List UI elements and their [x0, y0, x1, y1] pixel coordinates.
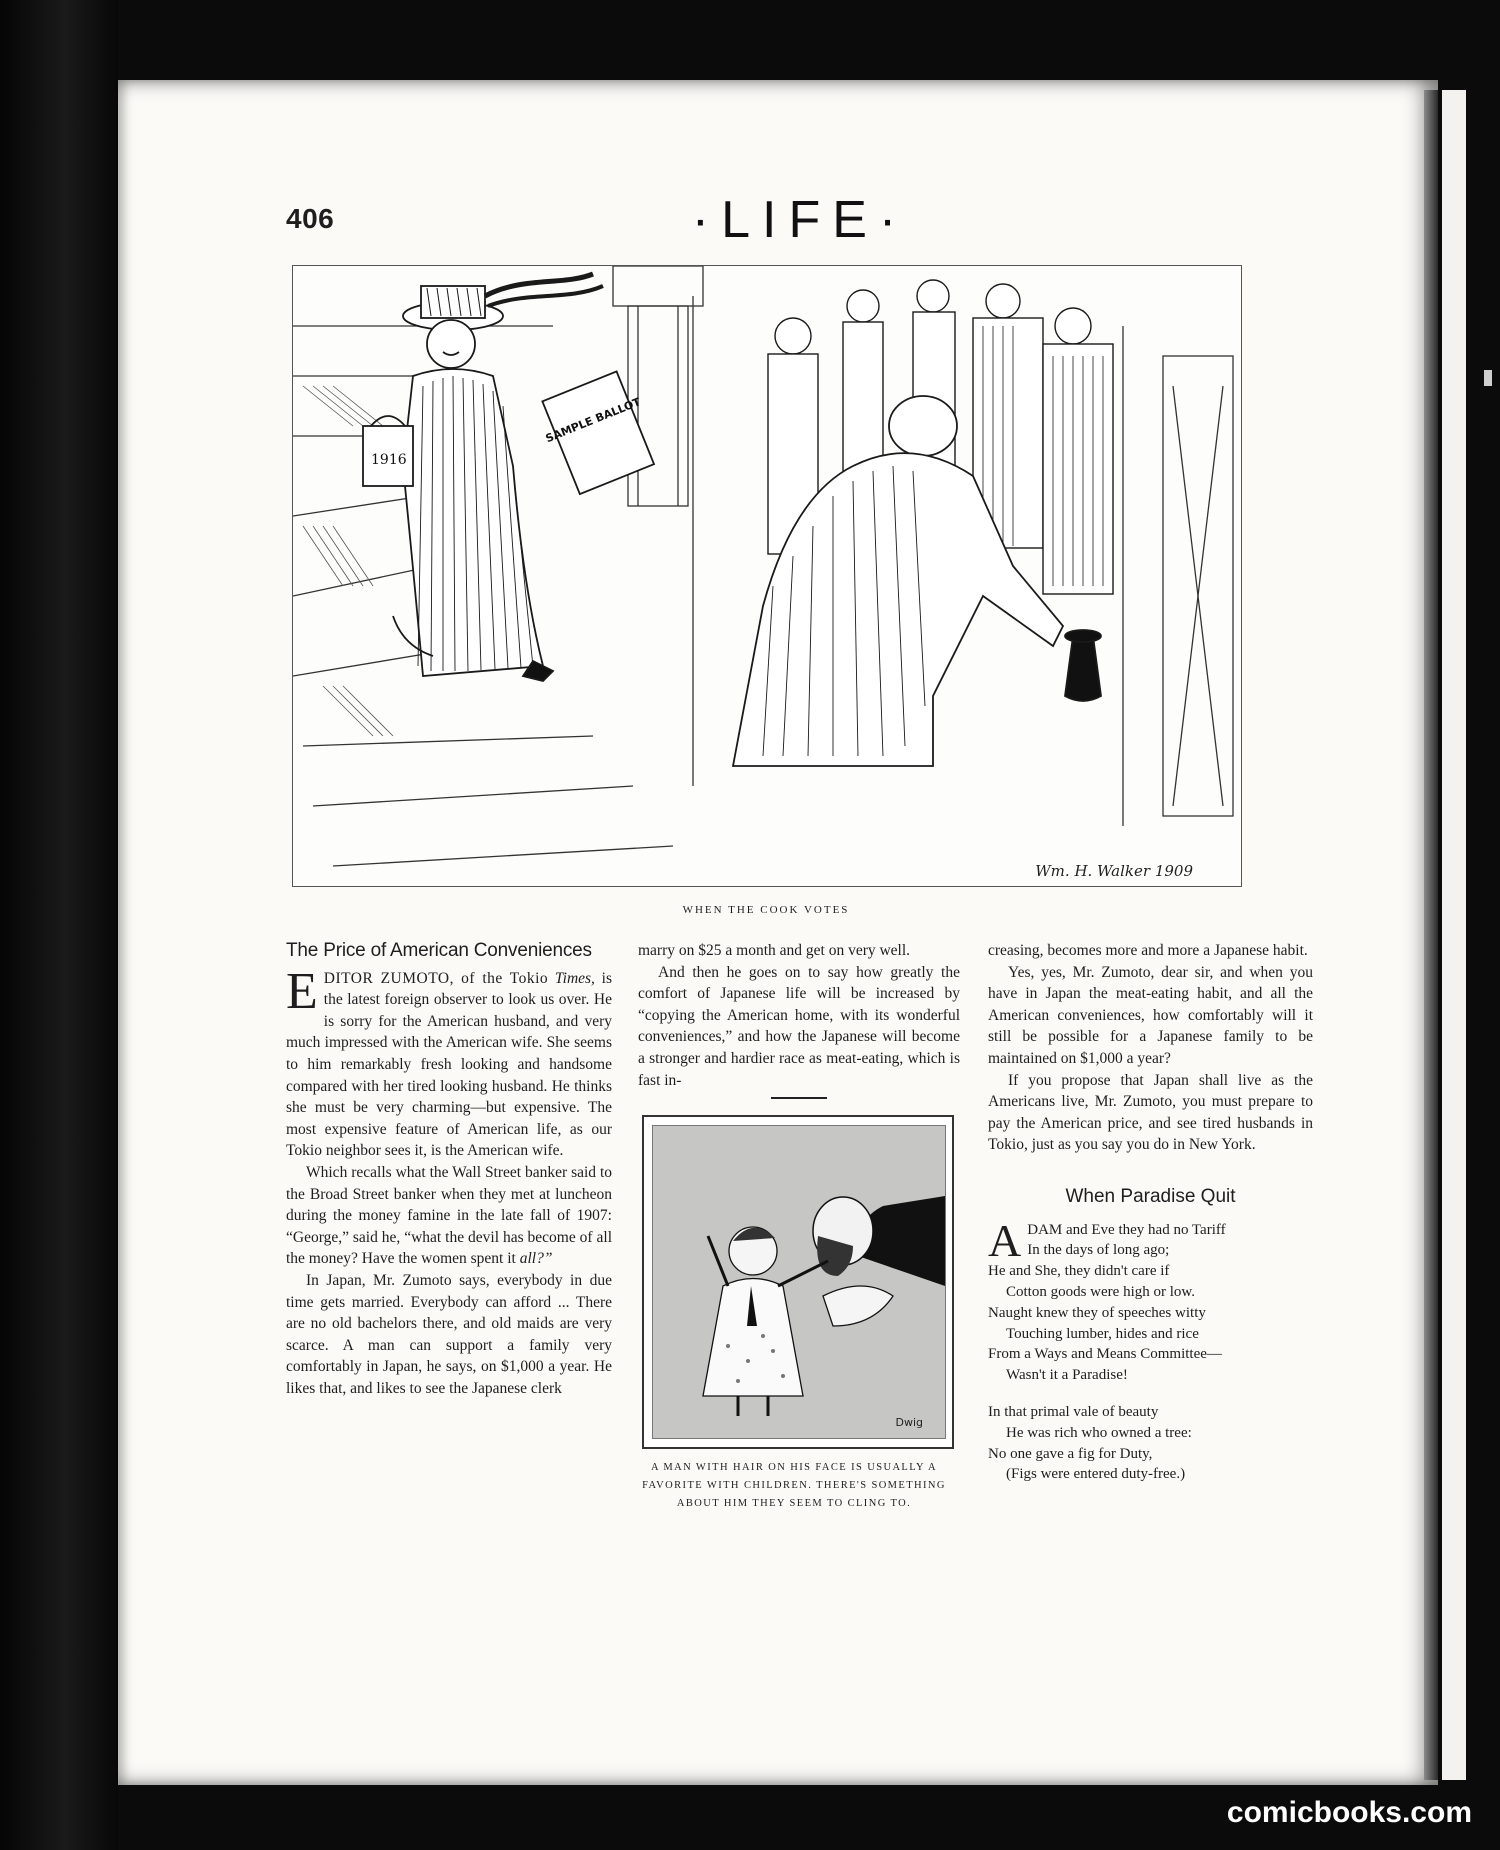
inset-cartoon: [642, 1115, 954, 1449]
article-paragraph-1: EDITOR ZUMOTO, of the Tokio Times, is the latest foreign observer to look us over. He is sorry for the American husband, and very much impressed with the American wife. She seems to him remarkably fresh looking and handsome compared with her tired looking husband. He thinks she must be very charming—but expensive. The most expensive feature of American life, as our Tokio neighbor sees it, is the American wife.: [286, 962, 613, 1160]
page-gutter: [1424, 90, 1438, 1780]
article-paragraph-8: If you propose that Japan shall live as the Americans live, Mr. Zumoto, you must prepare to pay the American price, and see tired husbands in Tokio, just as you say you do in New York.: [988, 1071, 1313, 1154]
section-divider: [771, 1097, 827, 1099]
poem-stanza-1: [988, 1214, 1313, 1386]
cartoon-illustration: [292, 265, 1242, 887]
poem-line: In that primal vale of beauty: [988, 1403, 1159, 1420]
poem-line: From a Ways and Means Committee—: [988, 1346, 1222, 1363]
poem-line: Touching lumber, hides and rice: [1006, 1325, 1199, 1342]
cartoon-caption: WHEN THE COOK VOTES: [682, 904, 850, 916]
scan-border-left: [0, 0, 118, 1850]
cartoon-signature: Wm. H. Walker 1909: [1035, 862, 1193, 880]
poem-dropcap: A: [988, 1214, 1022, 1266]
article-paragraph-5: And then he goes on to say how greatly the comfort of Japanese life will be increased by “copying the American home, with its wonderful conveniences,” and how the Japanese will become a stronger and hardier race as meat-eating, which is fast in-: [638, 963, 960, 1089]
poem-line: (Figs were entered duty-free.): [1006, 1466, 1186, 1483]
handbag-text: 1916: [371, 452, 407, 468]
article-paragraph-4: marry on $25 a month and get on very well.: [638, 942, 911, 959]
inset-cartoon-art: [652, 1125, 946, 1439]
ballot-text: SAMPLE BALLOT: [543, 395, 643, 446]
inset-caption: A MAN WITH HAIR ON HIS FACE IS USUALLY A FAVORITE WITH CHILDREN. THERE'S SOMETHING ABOUT HIM THEY SEEM TO CLING TO.: [642, 1462, 946, 1510]
article-column-2: [638, 940, 960, 1513]
article-paragraph-3: In Japan, Mr. Zumoto says, everybody in due time gets married. Everybody can afford ... There are no old bachelors there, and old maids are very scarce. A man can support a family very comfortably in Japan, he says, on $1,000 a year. He likes that, and likes to see the Japanese clerk: [286, 1271, 612, 1397]
poem-line: No one gave a fig for Duty,: [988, 1445, 1153, 1462]
inset-drawing: [653, 1126, 945, 1438]
article-paragraph-2: Which recalls what the Wall Street banker said to the Broad Street banker when they met at luncheon during the money famine in the late fall of 1907: “George,” said he, “what the devil has become of all the money? Have the women spent it all?”: [286, 1163, 612, 1268]
article-column-1: [286, 940, 612, 1399]
poem-line: He and She, they didn't care if: [988, 1263, 1170, 1280]
poem-line: DAM and Eve they had no Tariff: [1027, 1221, 1226, 1238]
poem-line: In the days of long ago;: [1027, 1242, 1170, 1259]
poem-line: Naught knew they of speeches witty: [988, 1304, 1206, 1321]
cartoon-drawing: [293, 266, 1241, 886]
page-number: 406: [286, 203, 335, 234]
scan-marker: [1484, 370, 1492, 386]
article-dropcap: E: [286, 962, 318, 1020]
poem-stanza-2: [988, 1402, 1313, 1485]
masthead-life: ·LIFE·: [691, 191, 909, 249]
poem-line: He was rich who owned a tree:: [1006, 1424, 1192, 1441]
poem-line: Wasn't it a Paradise!: [1006, 1367, 1128, 1384]
inset-signature: Dwig: [895, 1416, 923, 1430]
poem-title: When Paradise Quit: [1065, 1185, 1236, 1207]
article-headline: The Price of American Conveniences: [286, 940, 592, 961]
poem-body: [988, 1214, 1313, 1486]
site-watermark: comicbooks.com: [1226, 1796, 1472, 1829]
next-page-edge: [1442, 90, 1466, 1780]
article-paragraph-7: Yes, yes, Mr. Zumoto, dear sir, and when you have in Japan the meat-eating habit, and all the American conveniences, how comfortably will it still be possible for a Japanese family to be maintained on $1,000 a year?: [988, 963, 1313, 1067]
article-paragraph-6: creasing, becomes more and more a Japanese habit.: [988, 942, 1308, 959]
article-column-3: [988, 940, 1313, 1501]
poem-line: Cotton goods were high or low.: [1006, 1283, 1196, 1300]
cook-figure: [363, 274, 664, 681]
